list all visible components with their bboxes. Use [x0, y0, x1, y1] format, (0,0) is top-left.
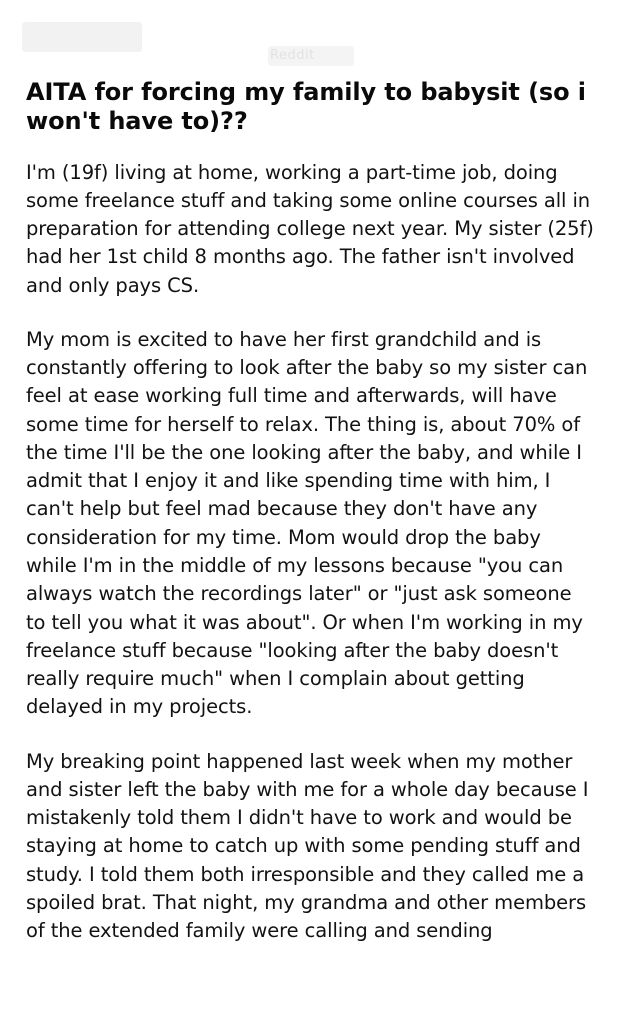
ghost-block-left — [22, 22, 142, 52]
post-paragraph: My mom is excited to have her first grandchild and is constantly offering to look after the baby so my sister can feel at ease working full time and afterwards, will have some time for herself to relax. The thing is, about 70% of the time I'll be the one looking after the baby, and while I admit that I enjoy it and like spending time with him, I can't help but feel mad because they don't have any consideration for my time. Mom would drop the baby while I'm in the middle of my lessons because "you can always watch the recordings later" or "just ask someone to tell you what it was about". Or when I'm working in my freelance stuff because "looking after the baby doesn't really require much" when I complain about getting delayed in my projects. — [26, 327, 588, 719]
page-title: AITA for forcing my family to babysit (so i won't have to)?? — [26, 78, 586, 136]
faint-watermark-text: Reddit — [270, 48, 315, 63]
post-content — [0, 78, 621, 945]
post-body — [26, 159, 595, 946]
post-paragraph: I'm (19f) living at home, working a part-time job, doing some freelance stuff and taking some online courses all in preparation for attending college next year. My sister (25f) had her 1st child 8 months ago. The father isn't involved and only pays CS. — [26, 160, 594, 297]
top-artifacts — [0, 0, 621, 78]
post-paragraph: My breaking point happened last week when my mother and sister left the baby with me for a whole day because I mistakenly told them I didn't have to work and would be staying at home to catch up with some pending stuff and study. I told them both irresponsible and they called me a spoiled brat. That night, my grandma and other members of the extended family were calling and sending — [26, 749, 589, 943]
